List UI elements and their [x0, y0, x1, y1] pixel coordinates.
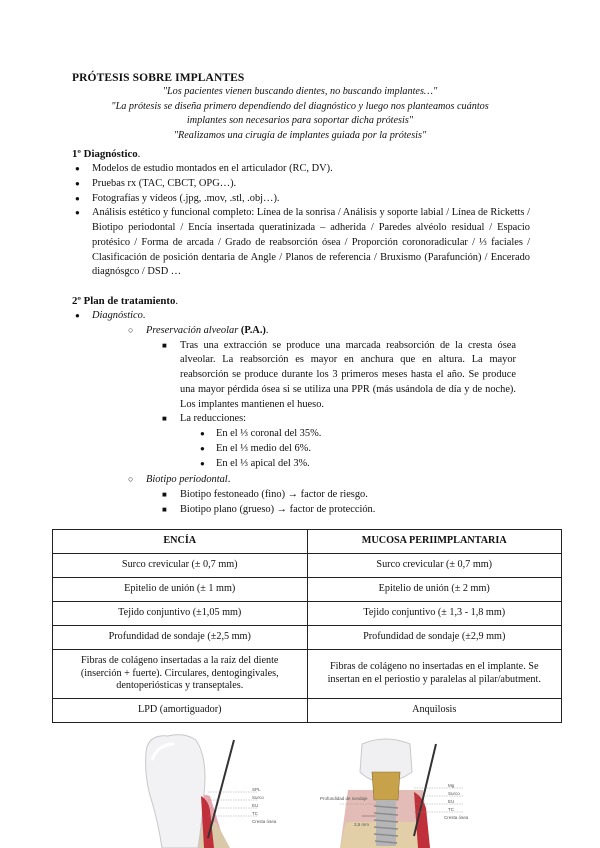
preservacion-alveolar-item: ○ Preservación alveolar (P.A.).	[102, 324, 532, 339]
biotipo-item: ○ Biotipo periodontal.	[102, 473, 532, 488]
plan-section	[72, 309, 532, 518]
label-profundidad: Profundidad de sondaje	[320, 796, 368, 801]
biotipo-subitem: ■ Biotipo festoneado (fino) → factor de riesgo.	[152, 488, 516, 503]
section-diagnostico-heading: 1º Diagnóstico.	[72, 148, 141, 160]
table-cell: Tejido conjuntivo (±1,05 mm)	[53, 602, 308, 626]
table-cell: Anquilosis	[307, 699, 562, 723]
implant-illustration	[318, 730, 468, 848]
quotes-block	[72, 85, 528, 144]
list-item: ● Modelos de estudio montados en el articulador (RC, DV).	[72, 162, 530, 177]
reduction-item: ● En el ⅓ medio del 6%.	[200, 442, 532, 457]
table-row	[53, 578, 562, 602]
abutment	[372, 772, 400, 800]
implant-threads	[374, 800, 398, 846]
quote-line: "Los pacientes vienen buscando dientes, no buscando implantes…"	[162, 86, 438, 97]
table-cell: Profundidad de sondaje (±2,5 mm)	[53, 626, 308, 650]
label-cresta: Cresta ósea	[444, 815, 468, 820]
biotipo-subitem: ■ Biotipo plano (grueso) → factor de protección.	[152, 503, 516, 518]
quote-line: implantes son necesarios para soportar dicha prótesis"	[186, 115, 414, 127]
table-row	[53, 650, 562, 699]
table-cell: Surco crevicular (± 0,7 mm)	[307, 554, 562, 578]
natural-tooth-illustration	[138, 730, 288, 848]
label-distance: 3,5 mm	[354, 822, 370, 827]
quote-line: "La prótesis se diseña primero dependiendo del diagnóstico y luego nos planteamos cuántos	[111, 100, 489, 112]
label-eu: EU	[448, 799, 455, 804]
label-surco: Surco	[252, 795, 264, 800]
label-tc: TC	[448, 807, 454, 812]
table-row	[53, 626, 562, 650]
reductions-label: ■ La reducciones:	[152, 412, 516, 427]
table-row	[53, 602, 562, 626]
label-tc: TC	[252, 811, 258, 816]
label-eu: EU	[252, 803, 259, 808]
list-item: ● Fotografías y vídeos (.jpg, .mov, .stl, .obj…).	[72, 192, 530, 207]
diagnostico-list	[72, 162, 530, 280]
label-spl: SPL	[252, 787, 261, 792]
table-cell: Fibras de colágeno no insertadas en el implante. Se insertan en el periostio y paralelas al pilar/abutment.	[307, 650, 562, 699]
table-row	[53, 554, 562, 578]
tooth-crown	[146, 735, 205, 848]
column-header-mucosa: MUCOSA PERIIMPLANTARIA	[307, 530, 562, 554]
label-cresta: Cresta ósea	[252, 819, 277, 824]
reduction-item: ● En el ⅓ apical del 3%.	[200, 457, 532, 472]
table-cell: Epitelio de unión (± 2 mm)	[307, 578, 562, 602]
comparison-table	[52, 529, 562, 723]
periodontal-probe	[208, 740, 234, 838]
diagnostico-item: ● Diagnóstico.	[75, 310, 146, 321]
table-cell: Fibras de colágeno insertadas a la raíz del diente (inserción + fuerte). Circulares, dentogingivales, dentoperiósticas y transeptales.	[53, 650, 308, 699]
table-cell: Tejido conjuntivo (± 1,3 - 1,8 mm)	[307, 602, 562, 626]
list-item: ● Pruebas rx (TAC, CBCT, OPG…).	[72, 177, 530, 192]
table-cell: Surco crevicular (± 0,7 mm)	[53, 554, 308, 578]
table-cell: LPD (amortiguador)	[53, 699, 308, 723]
page-title: PRÓTESIS SOBRE IMPLANTES	[72, 72, 245, 84]
table-header-row	[53, 530, 562, 554]
table-cell: Profundidad de sondaje (±2,9 mm)	[307, 626, 562, 650]
section-plan-heading: 2º Plan de tratamiento.	[72, 295, 179, 307]
label-mg: Mg	[448, 783, 455, 788]
table-cell: Epitelio de unión (± 1 mm)	[53, 578, 308, 602]
list-item: ● Análisis estético y funcional completo: Línea de la sonrisa / Análisis y soporte labial / Línea de Ricketts / Biotipo periodontal / Encía insertada queratinizada – adherida / Paredes alvéolo residual / Espacio protésico / Forma de arcada / Grado de reabsorción ósea / Proporción coronoradicular / ⅓ faciales / Clasificación de posición dentaria de Angle / Planos de referencia / Bruxismo (Parafunción) / Encerado diagnósgco / DSD …	[72, 206, 530, 280]
quote-line: "Realizamos una cirugía de implantes guiada por la prótesis"	[173, 130, 427, 142]
column-header-encia: ENCÍA	[53, 530, 308, 554]
table-row	[53, 699, 562, 723]
reduction-item: ● En el ⅓ coronal del 35%.	[200, 427, 532, 442]
pa-description: ■ Tras una extracción se produce una marcada reabsorción de la cresta ósea alveolar. La reabsorción es mayor en anchura que en altura. La mayor reabsorción se produce durante los 3 primeros meses hasta el año. Se produce una mayor pérdida ósea si se utiliza una PPR (más usándola de día y de noche). Los implantes mantienen el hueso.	[152, 339, 516, 413]
label-surco: Surco	[448, 791, 460, 796]
